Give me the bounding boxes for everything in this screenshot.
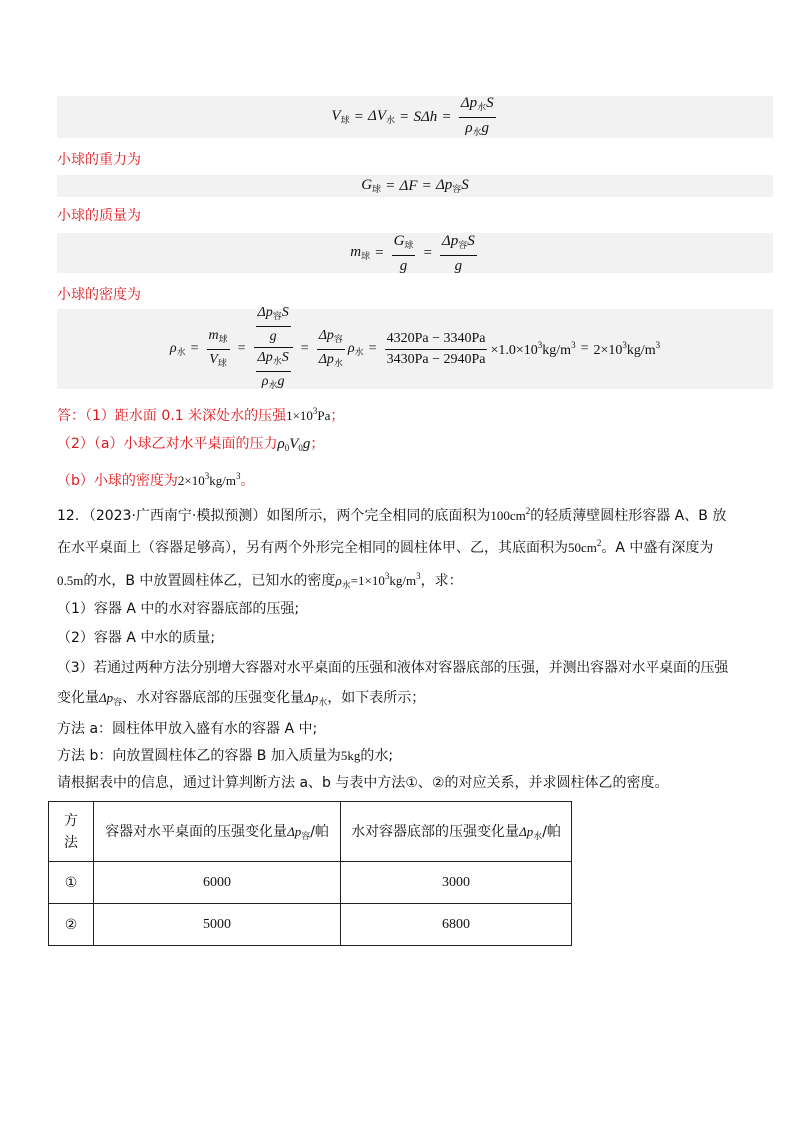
question-1: （1）容器 A 中的水对容器底部的压强; xyxy=(57,601,300,617)
row-water-value: 6800 xyxy=(341,904,572,946)
formula-ball-density: $\rho_水$ = $\frac{m_球}{V_球}$ = $\frac{\frac{\Delta p_容S}{g}}{\frac{\Delta p_水S}{\rho_水g}}$ = $\frac{\Delta p_容}{\Delta p_水}$ $\rho_水$ = $\frac{4320Pa - 3340Pa}{3430Pa - 2940Pa}$ $\times 1.0\times 10^3kg/m^3$ = $2\times 10^3kg/m^3$ xyxy=(57,309,773,389)
question-ask: 请根据表中的信息，通过计算判断方法 a、b 与表中方法①、②的对应关系，并求圆柱体乙的密度。 xyxy=(57,775,669,791)
answer-line-3: （b）小球的密度为$2\times 10^3kg/m^3$。 xyxy=(57,471,255,489)
header-water-change: 水对容器底部的压强变化量$\Delta p_水/$帕 xyxy=(341,802,572,862)
question-2: （2）容器 A 中水的质量; xyxy=(57,630,216,646)
label-density: 小球的密度为 xyxy=(57,287,141,303)
problem-line-1: 12．（2023·广西南宁·模拟预测）如图所示，两个完全相同的底面积为$100cm^2$的轻质薄壁圆柱形容器 A、B 放 xyxy=(57,506,727,524)
answer-line-2: （2）（a）小球乙对水平桌面的压力$\rho_0V_0g$； xyxy=(57,436,325,453)
formula-ball-volume: $V_球$ = $\Delta V_水$ = SΔh = $\frac{\Delta p_水S}{\rho_水g}$ xyxy=(57,96,773,138)
problem-line-2: 在水平桌面上（容器足够高），另有两个外形完全相同的圆柱体甲、乙，其底面积为$50cm^2$。A 中盛有深度为 xyxy=(57,538,714,556)
header-container-change: 容器对水平桌面的压强变化量$\Delta p_容/$帕 xyxy=(94,802,341,862)
answer-line-1: 答：（1）距水面 0.1 米深处水的压强$1\times 10^3Pa$； xyxy=(57,406,345,424)
method-a: 方法 a：圆柱体甲放入盛有水的容器 A 中; xyxy=(57,721,318,737)
label-mass: 小球的质量为 xyxy=(57,208,141,224)
pressure-change-table xyxy=(48,801,572,946)
row-method: ① xyxy=(49,862,94,904)
problem-line-3: 0.5m的水，B 中放置圆柱体乙，已知水的密度$\rho_水=1\times 10^3kg/m^3$，求： xyxy=(57,571,463,590)
header-method: 方 法 xyxy=(49,802,94,862)
formula-ball-mass: $m_球$ = $\frac{G_球}{g}$ = $\frac{\Delta p_容S}{g}$ xyxy=(57,233,773,273)
table-header-row xyxy=(49,802,572,862)
table-row xyxy=(49,862,572,904)
question-3-line-1: （3）若通过两种方法分别增大容器对水平桌面的压强和液体对容器底部的压强，并测出容器对水平桌面的压强 xyxy=(57,660,729,676)
label-gravity: 小球的重力为 xyxy=(57,152,141,168)
row-water-value: 3000 xyxy=(341,862,572,904)
row-method: ② xyxy=(49,904,94,946)
row-container-value: 6000 xyxy=(94,862,341,904)
question-3-line-2: 变化量$\Delta p_容$、水对容器底部的压强变化量$\Delta p_水$，如下表所示； xyxy=(57,690,426,707)
method-b: 方法 b：向放置圆柱体乙的容器 B 加入质量为5kg的水; xyxy=(57,748,394,764)
row-container-value: 5000 xyxy=(94,904,341,946)
formula-ball-gravity: $G_球$ = ΔF = $\Delta p_容S$ xyxy=(57,175,773,197)
table-row xyxy=(49,904,572,946)
